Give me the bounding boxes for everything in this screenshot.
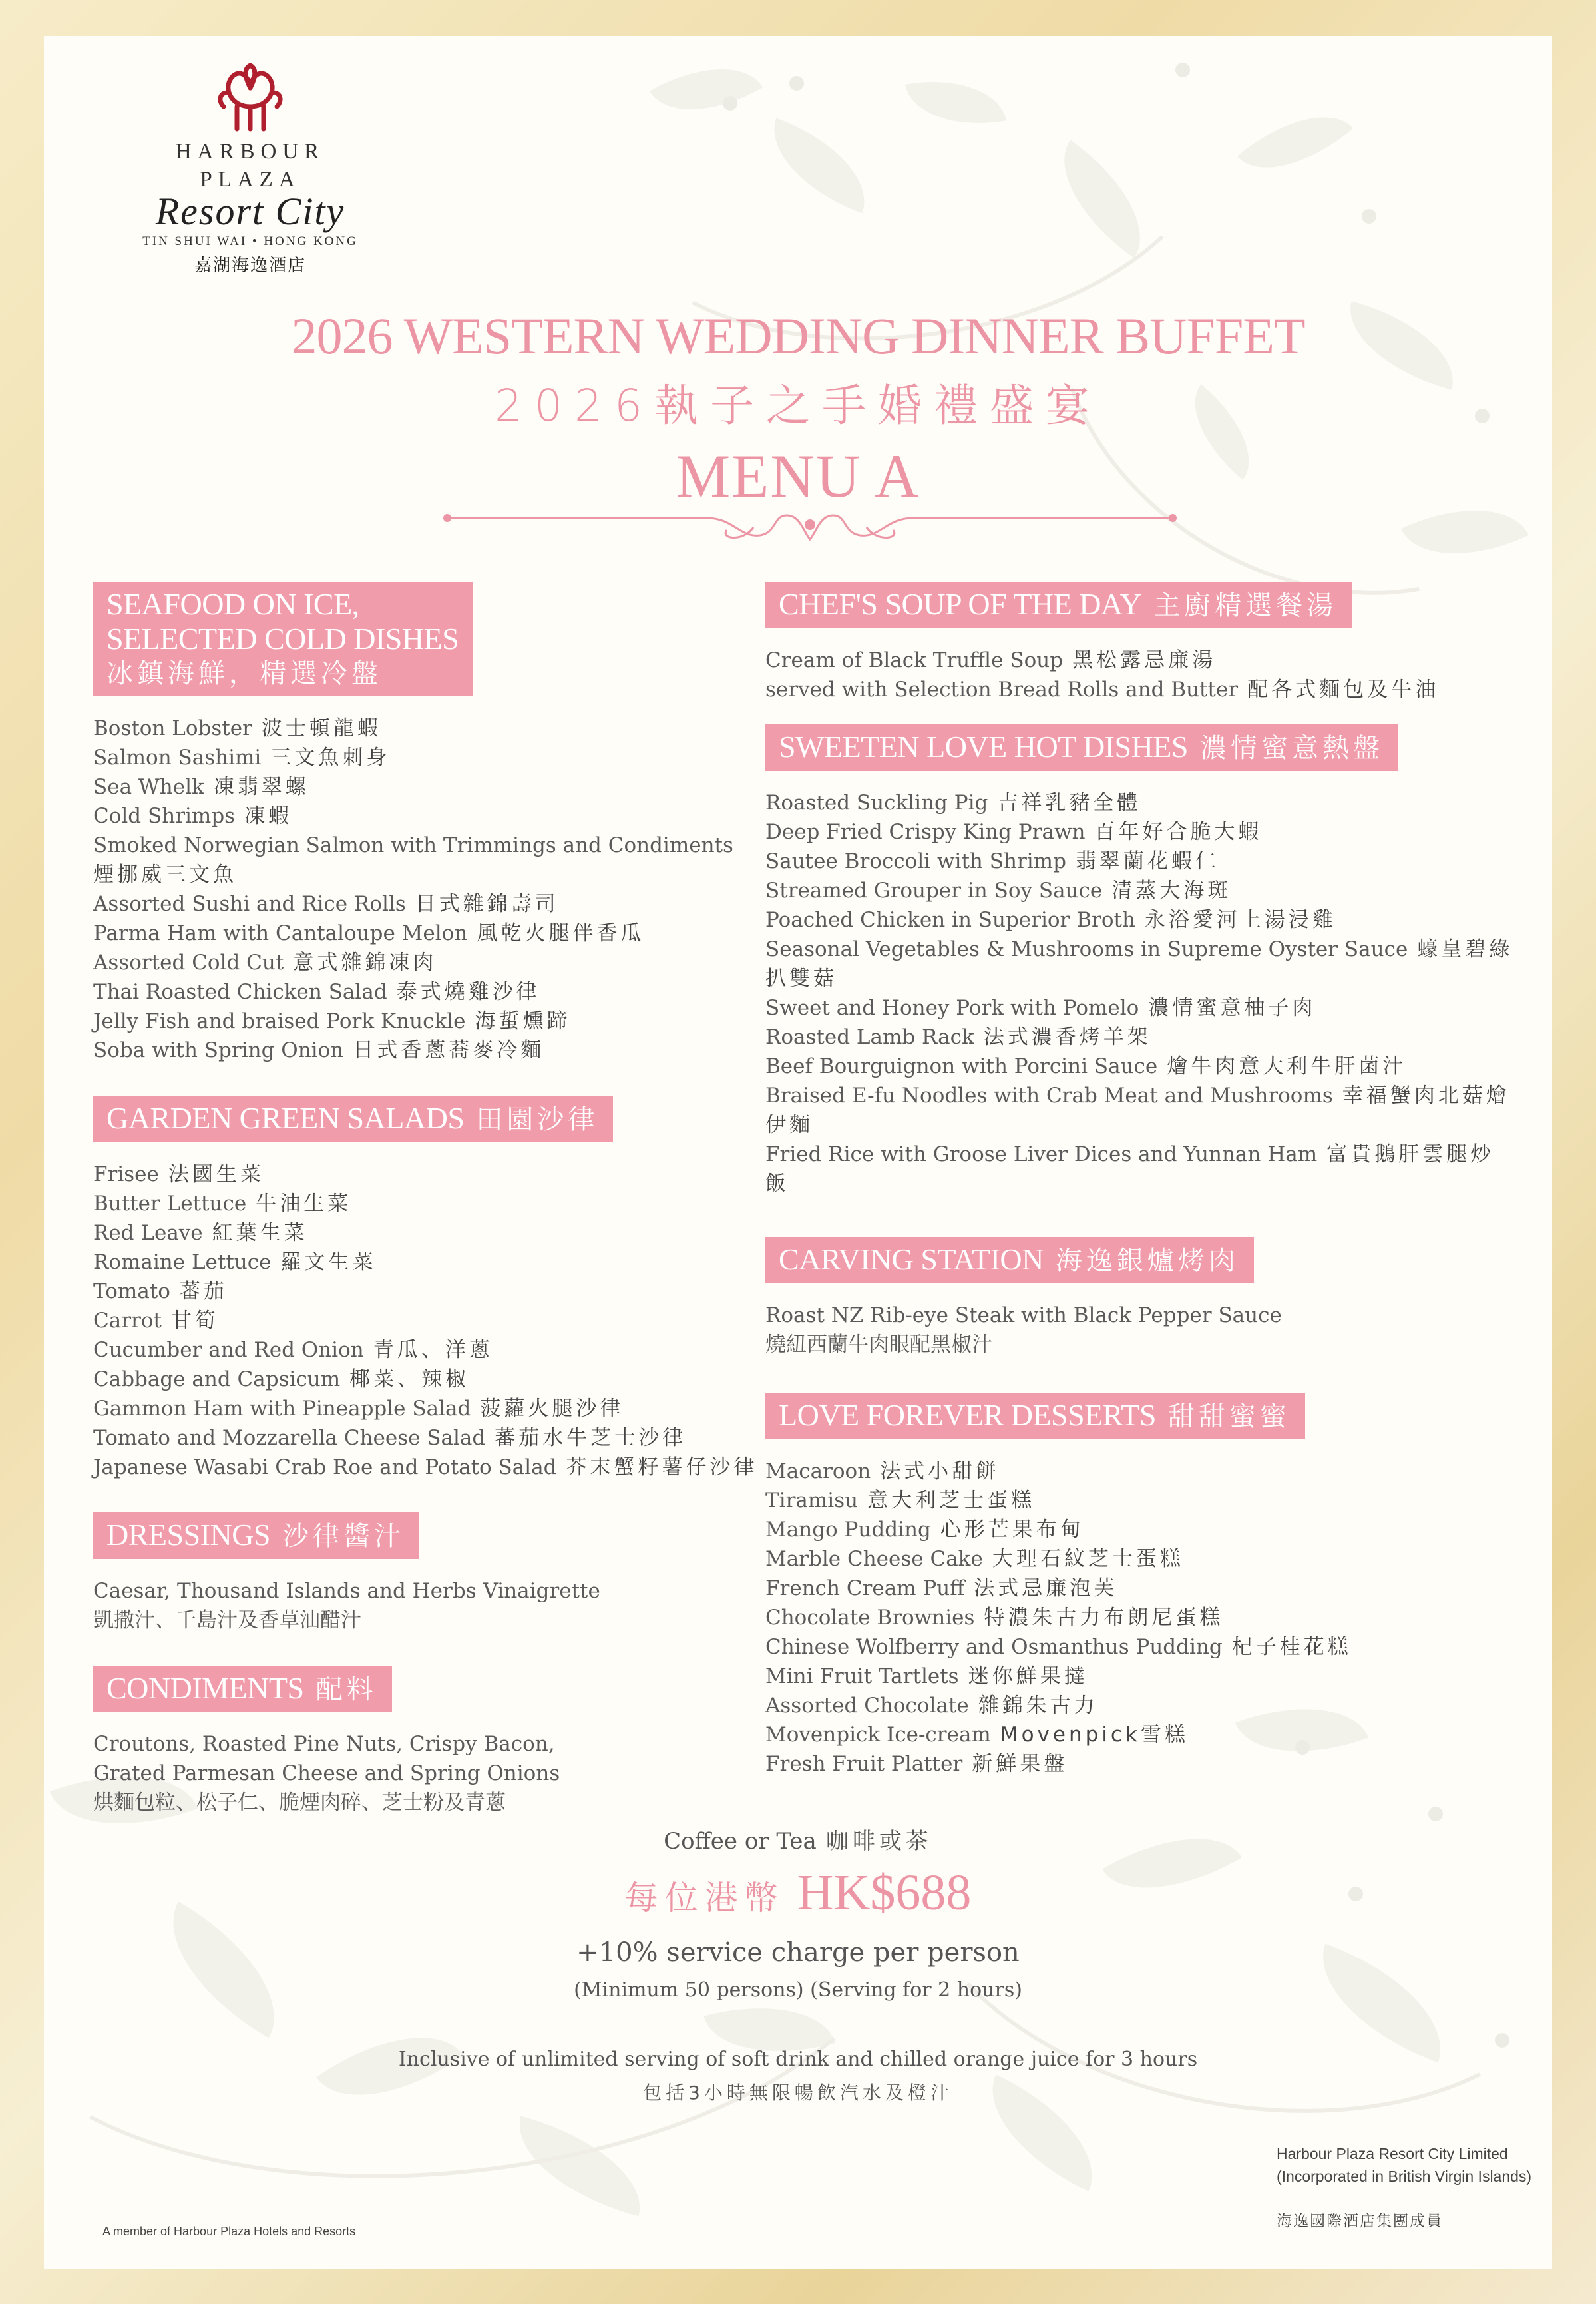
list-item: Cold Shrimps 凍蝦 <box>93 804 293 828</box>
list-item: Romaine Lettuce 羅文生菜 <box>93 1250 377 1274</box>
list-item: 凱撒汁、千島汁及香草油醋汁 <box>93 1608 361 1632</box>
desserts-list <box>765 1457 1517 1779</box>
list-item: Butter Lettuce 牛油生菜 <box>93 1192 352 1216</box>
section-header-soup: CHEF'S SOUP OF THE DAY 主廚精選餐湯 <box>765 582 1352 628</box>
logo-plaza: PLAZA <box>200 168 301 192</box>
list-item: Boston Lobster 波士頓龍蝦 <box>93 716 381 740</box>
section-header-hot-dishes: SWEETEN LOVE HOT DISHES 濃情蜜意熱盤 <box>765 724 1398 771</box>
soup-list <box>765 646 1517 704</box>
menu-label: MENU A <box>676 442 920 510</box>
list-item: Carrot 甘筍 <box>93 1309 219 1333</box>
list-item: Cabbage and Capsicum 椰菜、辣椒 <box>93 1367 470 1391</box>
list-item: Jelly Fish and braised Pork Knuckle 海蜇燻蹄 <box>93 1009 571 1033</box>
seafood-list <box>93 714 785 1065</box>
list-item: Sea Whelk 凍翡翠螺 <box>93 775 309 799</box>
list-item: Deep Fried Crispy King Prawn 百年好合脆大蝦 <box>765 820 1263 844</box>
list-item: Chocolate Brownies 特濃朱古力布朗尼蛋糕 <box>765 1606 1224 1630</box>
list-item: Cream of Black Truffle Soup 黑松露忌廉湯 <box>765 648 1217 672</box>
list-item: Mango Pudding 心形芒果布甸 <box>765 1518 1084 1542</box>
list-item: Japanese Wasabi Crab Roe and Potato Salad 芥末蟹籽薯仔沙律 <box>93 1455 758 1479</box>
list-item: Streamed Grouper in Soy Sauce 清蒸大海斑 <box>765 879 1232 903</box>
section-header-salads: GARDEN GREEN SALADS 田園沙律 <box>93 1096 613 1142</box>
service-charge: +10% service charge per person <box>576 1937 1020 1968</box>
list-item: Grated Parmesan Cheese and Spring Onions <box>93 1761 560 1785</box>
ornament-divider-icon <box>441 502 1179 549</box>
list-item: Gammon Ham with Pineapple Salad 菠蘿火腿沙律 <box>93 1397 624 1421</box>
list-item: Frisee 法國生菜 <box>93 1162 264 1186</box>
list-item: Braised E-fu Noodles with Crab Meat and Mushrooms 幸福蟹肉北菇燴伊麵 <box>765 1084 1510 1137</box>
section-header-condiments: CONDIMENTS 配料 <box>93 1666 392 1712</box>
list-item: Tomato 蕃茄 <box>93 1279 228 1303</box>
coffee-line: Coffee or Tea 咖啡或茶 <box>664 1828 932 1855</box>
list-item: Cucumber and Red Onion 青瓜、洋蔥 <box>93 1338 493 1362</box>
minimum-persons: (Minimum 50 persons) (Serving for 2 hours) <box>574 1978 1022 2002</box>
list-item: Caesar, Thousand Islands and Herbs Vinaigrette <box>93 1579 600 1603</box>
company-chinese: 海逸國際酒店集團成員 <box>1277 2213 1443 2230</box>
seafood-title-line2: SELECTED COLD DISHES <box>106 622 459 656</box>
list-item: Beef Bourguignon with Porcini Sauce 燴牛肉意大利牛肝菌汁 <box>765 1054 1407 1078</box>
list-item: Roasted Lamb Rack 法式濃香烤羊架 <box>765 1025 1151 1049</box>
seafood-title-line1: SEAFOOD ON ICE, <box>106 587 359 621</box>
list-item: Croutons, Roasted Pine Nuts, Crispy Bacon, <box>93 1732 555 1756</box>
list-item: Mini Fruit Tartlets 迷你鮮果撻 <box>765 1664 1088 1688</box>
menu-page <box>44 36 1552 2269</box>
list-item: Salmon Sashimi 三文魚刺身 <box>93 746 391 770</box>
list-item: Movenpick Ice-cream Movenpick雪糕 <box>765 1723 1189 1747</box>
company-incorporation: (Incorporated in British Virgin Islands) <box>1277 2168 1532 2185</box>
section-header-seafood <box>93 582 473 696</box>
list-item: Red Leave 紅葉生菜 <box>93 1221 308 1245</box>
page-title: 2026 WESTERN WEDDING DINNER BUFFET <box>291 307 1305 365</box>
left-column <box>93 582 785 1817</box>
section-header-carving: CARVING STATION 海逸銀爐烤肉 <box>765 1237 1254 1283</box>
list-item: Fried Rice with Groose Liver Dices and Yunnan Ham 富貴鵝肝雲腿炒飯 <box>765 1142 1495 1196</box>
list-item: Roasted Suckling Pig 吉祥乳豬全體 <box>765 791 1141 815</box>
list-item: Sweet and Honey Pork with Pomelo 濃情蜜意柚子肉 <box>765 996 1316 1020</box>
hot-dishes-list <box>765 788 1517 1198</box>
list-item: Thai Roasted Chicken Salad 泰式燒雞沙律 <box>93 980 540 1004</box>
member-note: A member of Harbour Plaza Hotels and Resorts <box>102 2225 356 2238</box>
condiments-list <box>93 1729 785 1817</box>
inclusive-drinks-chinese: 包括3小時無限暢飲汽水及橙汁 <box>643 2082 953 2104</box>
page-title-chinese: 2026執子之手婚禮盛宴 <box>495 380 1101 431</box>
list-item: Seasonal Vegetables & Mushrooms in Supreme Oyster Sauce 蠔皇碧綠扒雙菇 <box>765 937 1513 991</box>
section-header-dressings: DRESSINGS 沙律醬汁 <box>93 1512 419 1559</box>
hotel-logo <box>117 60 383 276</box>
list-item: Soba with Spring Onion 日式香蔥蕎麥冷麵 <box>93 1038 545 1062</box>
inclusive-drinks: Inclusive of unlimited serving of soft drink and chilled orange juice for 3 hours <box>398 2048 1198 2071</box>
company-info <box>1277 2142 1531 2233</box>
list-item: Chinese Wolfberry and Osmanthus Pudding 杞子桂花糕 <box>765 1635 1352 1659</box>
price: 每位港幣 HK$688 <box>624 1865 972 1921</box>
list-item: Smoked Norwegian Salmon with Trimmings and Condiments 煙挪威三文魚 <box>93 833 733 887</box>
salads-list <box>93 1160 785 1482</box>
logo-emblem-icon <box>210 60 290 133</box>
logo-harbour: HARBOUR <box>175 140 325 164</box>
list-item: Assorted Chocolate 雜錦朱古力 <box>765 1694 1098 1718</box>
list-item: 燒紐西蘭牛肉眼配黑椒汁 <box>765 1333 992 1357</box>
section-header-desserts: LOVE FOREVER DESSERTS 甜甜蜜蜜 <box>765 1393 1305 1439</box>
carving-list <box>765 1301 1517 1359</box>
logo-location: TIN SHUI WAI • HONG KONG <box>142 234 358 248</box>
seafood-title-chinese: 冰鎮海鮮，精選冷盤 <box>106 658 382 689</box>
list-item: Fresh Fruit Platter 新鮮果盤 <box>765 1752 1068 1776</box>
list-item: Marble Cheese Cake 大理石紋芝士蛋糕 <box>765 1547 1184 1571</box>
list-item: Macaroon 法式小甜餅 <box>765 1459 1000 1483</box>
right-column <box>765 582 1517 1779</box>
list-item: Tomato and Mozzarella Cheese Salad 蕃茄水牛芝士沙律 <box>93 1426 687 1450</box>
list-item: Sautee Broccoli with Shrimp 翡翠蘭花蝦仁 <box>765 849 1219 873</box>
list-item: 烘麵包粒、松子仁、脆煙肉碎、芝士粉及青蔥 <box>93 1791 506 1815</box>
dressings-list <box>93 1576 785 1635</box>
company-name: Harbour Plaza Resort City Limited <box>1277 2145 1508 2162</box>
list-item: Roast NZ Rib-eye Steak with Black Pepper Sauce <box>765 1303 1282 1327</box>
list-item: French Cream Puff 法式忌廉泡芙 <box>765 1576 1118 1600</box>
list-item: Tiramisu 意大利芝士蛋糕 <box>765 1489 1036 1512</box>
list-item: Assorted Cold Cut 意式雜錦凍肉 <box>93 951 437 975</box>
logo-chinese-name: 嘉湖海逸酒店 <box>194 256 306 276</box>
list-item: served with Selection Bread Rolls and Butter 配各式麵包及牛油 <box>765 678 1440 702</box>
list-item: Poached Chicken in Superior Broth 永浴愛河上湯浸雞 <box>765 908 1336 932</box>
logo-resort-city: Resort City <box>155 190 345 233</box>
list-item: Assorted Sushi and Rice Rolls 日式雜錦壽司 <box>93 892 559 916</box>
list-item: Parma Ham with Cantaloupe Melon 風乾火腿伴香瓜 <box>93 921 645 945</box>
